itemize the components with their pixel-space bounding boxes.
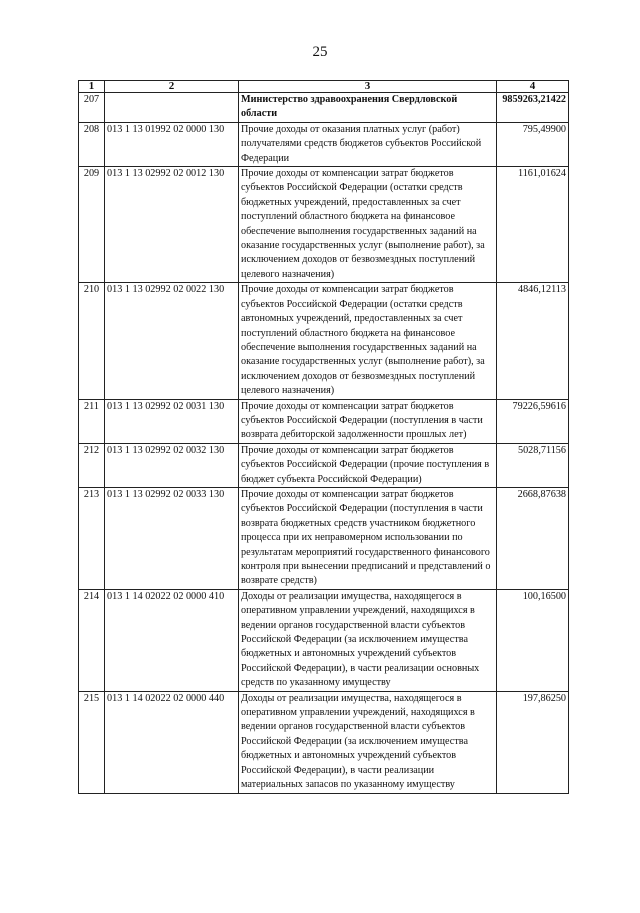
row-number-cell: 209 bbox=[79, 167, 105, 283]
code-cell: 013 1 13 02992 02 0022 130 bbox=[105, 283, 239, 399]
code-cell: 013 1 13 02992 02 0031 130 bbox=[105, 399, 239, 443]
amount-cell: 1161,01624 bbox=[497, 167, 569, 283]
description-cell: Прочие доходы от оказания платных услуг (работ) получателями средств бюджетов субъектов Российской Федерации bbox=[239, 122, 497, 166]
code-cell: 013 1 13 02992 02 0032 130 bbox=[105, 443, 239, 487]
page-number: 25 bbox=[312, 44, 328, 60]
row-number-cell: 210 bbox=[79, 283, 105, 399]
table-row bbox=[79, 283, 569, 399]
amount-cell: 4846,12113 bbox=[497, 283, 569, 399]
amount-cell: 9859263,21422 bbox=[497, 93, 569, 123]
table-row bbox=[79, 93, 569, 123]
column-header-number: 1 bbox=[79, 81, 105, 93]
table-row bbox=[79, 122, 569, 166]
description-cell: Прочие доходы от компенсации затрат бюджетов субъектов Российской Федерации (прочие поступления в бюджет субъекта Российской Федерации) bbox=[239, 443, 497, 487]
description-cell: Прочие доходы от компенсации затрат бюджетов субъектов Российской Федерации (поступления в части возврата бюджетных средств участником бюджетного процесса при их неправомерном использовании по результатам мероприятий государственного финансового контроля при вынесении предписаний и представлений о возврате средств) bbox=[239, 487, 497, 589]
code-cell: 013 1 14 02022 02 0000 440 bbox=[105, 691, 239, 793]
row-number-cell: 211 bbox=[79, 399, 105, 443]
row-number-cell: 213 bbox=[79, 487, 105, 589]
row-number-cell: 208 bbox=[79, 122, 105, 166]
code-cell: 013 1 13 01992 02 0000 130 bbox=[105, 122, 239, 166]
table-row bbox=[79, 691, 569, 793]
table-row bbox=[79, 487, 569, 589]
amount-cell: 5028,71156 bbox=[497, 443, 569, 487]
amount-cell: 795,49900 bbox=[497, 122, 569, 166]
description-cell: Прочие доходы от компенсации затрат бюджетов субъектов Российской Федерации (остатки средств автономных учреждений, предоставленных за счет поступлений областного бюджета на финансовое обеспечение выполнения государственных заданий на оказание государственных услуг (выполнение работ), за исключением доходов от безвозмездных поступлений целевого назначения) bbox=[239, 283, 497, 399]
amount-cell: 79226,59616 bbox=[497, 399, 569, 443]
table-row bbox=[79, 443, 569, 487]
row-number-cell: 207 bbox=[79, 93, 105, 123]
amount-cell: 100,16500 bbox=[497, 589, 569, 691]
description-cell: Доходы от реализации имущества, находящегося в оперативном управлении учреждений, находящихся в ведении органов государственной власти субъектов Российской Федерации (за исключением имущества бюджетных и автономных учреждений субъектов Российской Федерации), в части реализации основных средств по указанному имуществу bbox=[239, 589, 497, 691]
code-cell: 013 1 13 02992 02 0012 130 bbox=[105, 167, 239, 283]
code-cell: 013 1 14 02022 02 0000 410 bbox=[105, 589, 239, 691]
code-cell: 013 1 13 02992 02 0033 130 bbox=[105, 487, 239, 589]
table-header-row bbox=[79, 81, 569, 93]
column-header-description: 3 bbox=[239, 81, 497, 93]
row-number-cell: 212 bbox=[79, 443, 105, 487]
table-row bbox=[79, 399, 569, 443]
row-number-cell: 215 bbox=[79, 691, 105, 793]
column-header-amount: 4 bbox=[497, 81, 569, 93]
description-cell: Прочие доходы от компенсации затрат бюджетов субъектов Российской Федерации (поступления в части возврата дебиторской задолженности прошлых лет) bbox=[239, 399, 497, 443]
amount-cell: 2668,87638 bbox=[497, 487, 569, 589]
description-cell: Министерство здравоохранения Свердловской области bbox=[239, 93, 497, 123]
row-number-cell: 214 bbox=[79, 589, 105, 691]
table-row bbox=[79, 167, 569, 283]
code-cell bbox=[105, 93, 239, 123]
revenue-table bbox=[78, 80, 569, 794]
description-cell: Прочие доходы от компенсации затрат бюджетов субъектов Российской Федерации (остатки средств бюджетных учреждений, предоставленных за счет поступлений областного бюджета на финансовое обеспечение выполнения государственных заданий на оказание государственных услуг (выполнение работ), за исключением доходов от безвозмездных поступлений целевого назначения) bbox=[239, 167, 497, 283]
column-header-code: 2 bbox=[105, 81, 239, 93]
table-row bbox=[79, 589, 569, 691]
description-cell: Доходы от реализации имущества, находящегося в оперативном управлении учреждений, находящихся в ведении органов государственной власти субъектов Российской Федерации (за исключением имущества бюджетных и автономных учреждений субъектов Российской Федерации), в части реализации материальных запасов по указанному имуществу bbox=[239, 691, 497, 793]
amount-cell: 197,86250 bbox=[497, 691, 569, 793]
